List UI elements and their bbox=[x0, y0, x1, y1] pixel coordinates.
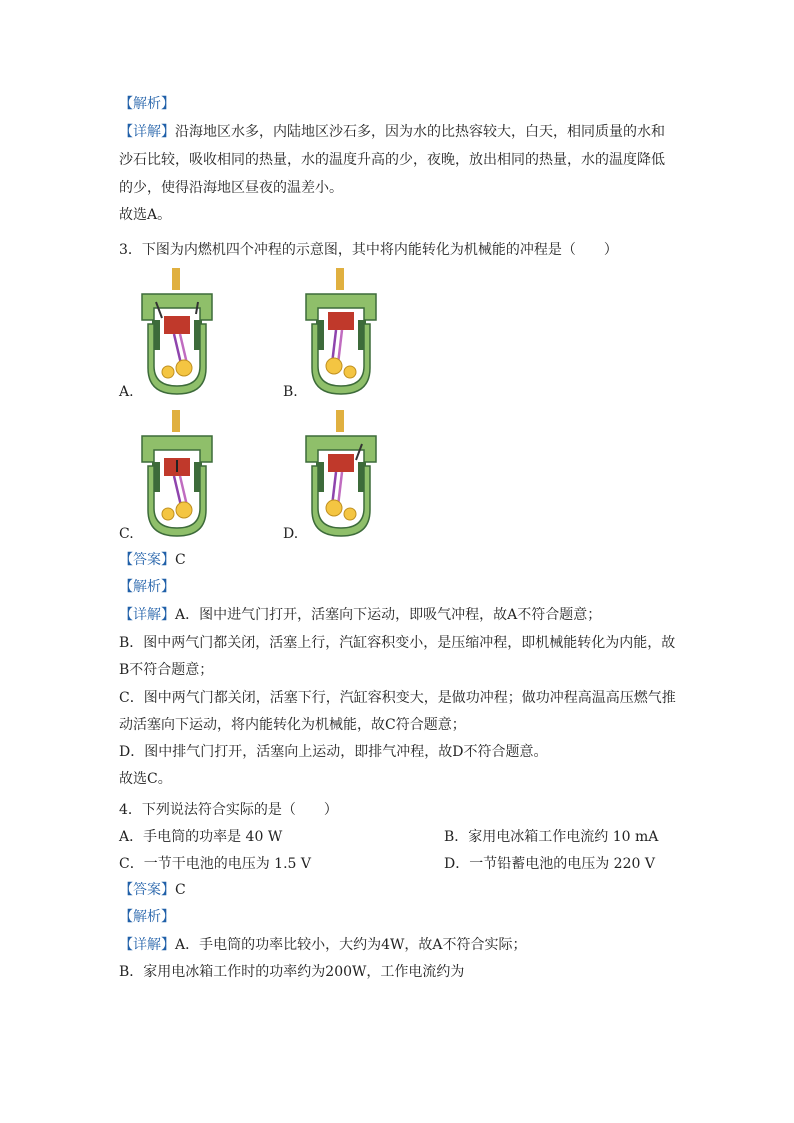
q4-detail-2: B．家用电冰箱工作时的功率约为200W，工作电流约为 bbox=[119, 964, 465, 980]
q3-stem: 3．下图为内燃机四个冲程的示意图，其中将内能转化为机械能的冲程是（ ） bbox=[119, 242, 618, 258]
analysis-tag: 【解析】 bbox=[119, 96, 175, 112]
q3-detail-4: C．图中两气门都关闭，活塞下行，汽缸容积变大，是做功冲程；做功冲程高温高压燃气推 bbox=[119, 690, 676, 706]
q4-detail-1: 【详解】A．手电筒的功率比较小，大约为4W，故A不符合实际； bbox=[119, 937, 527, 953]
q3-detail-2: B．图中两气门都关闭，活塞上行，汽缸容积变小，是压缩冲程，即机械能转化为内能，故 bbox=[119, 635, 676, 651]
engine-diagram-c bbox=[138, 410, 216, 538]
q3-option-a[interactable]: A. bbox=[119, 384, 134, 400]
q3-detail-1: 【详解】A．图中进气门打开，活塞向下运动，即吸气冲程，故A不符合题意； bbox=[119, 607, 602, 623]
detail-line-2: 沙石比较，吸收相同的热量，水的温度升高的少，夜晚，放出相同的热量，水的温度降低 bbox=[119, 152, 665, 168]
q3-detail-6: D．图中排气门打开，活塞向上运动，即排气冲程，故D不符合题意。 bbox=[119, 744, 548, 760]
q4-option-b[interactable]: B．家用电冰箱工作电流约 10 mA bbox=[444, 829, 659, 845]
conclusion-line: 故选A。 bbox=[119, 207, 172, 223]
q3-answer: 【答案】C bbox=[119, 552, 186, 568]
q3-detail-5: 动活塞向下运动，将内能转化为机械能，故C符合题意； bbox=[119, 717, 466, 733]
q4-analysis-tag: 【解析】 bbox=[119, 909, 175, 925]
q3-option-b[interactable]: B. bbox=[283, 384, 298, 400]
q3-analysis-tag: 【解析】 bbox=[119, 579, 175, 595]
q3-conclusion: 故选C。 bbox=[119, 771, 172, 787]
engine-diagram-d bbox=[302, 410, 380, 538]
q4-option-c[interactable]: C．一节干电池的电压为 1.5 V bbox=[119, 856, 311, 872]
q4-stem: 4．下列说法符合实际的是（ ） bbox=[119, 802, 338, 818]
q4-option-d[interactable]: D．一节铅蓄电池的电压为 220 V bbox=[444, 856, 655, 872]
q4-answer: 【答案】C bbox=[119, 882, 186, 898]
q4-option-a[interactable]: A．手电筒的功率是 40 W bbox=[119, 829, 283, 845]
engine-diagram-b bbox=[302, 268, 380, 396]
q3-option-c[interactable]: C. bbox=[119, 526, 134, 542]
detail-line-1: 【详解】沿海地区水多，内陆地区沙石多，因为水的比热容较大，白天，相同质量的水和 bbox=[119, 124, 665, 140]
engine-diagram-a bbox=[138, 268, 216, 396]
detail-line-3: 的少，使得沿海地区昼夜的温差小。 bbox=[119, 180, 343, 196]
q3-detail-3: B不符合题意； bbox=[119, 662, 214, 678]
q3-option-d[interactable]: D. bbox=[283, 526, 299, 542]
